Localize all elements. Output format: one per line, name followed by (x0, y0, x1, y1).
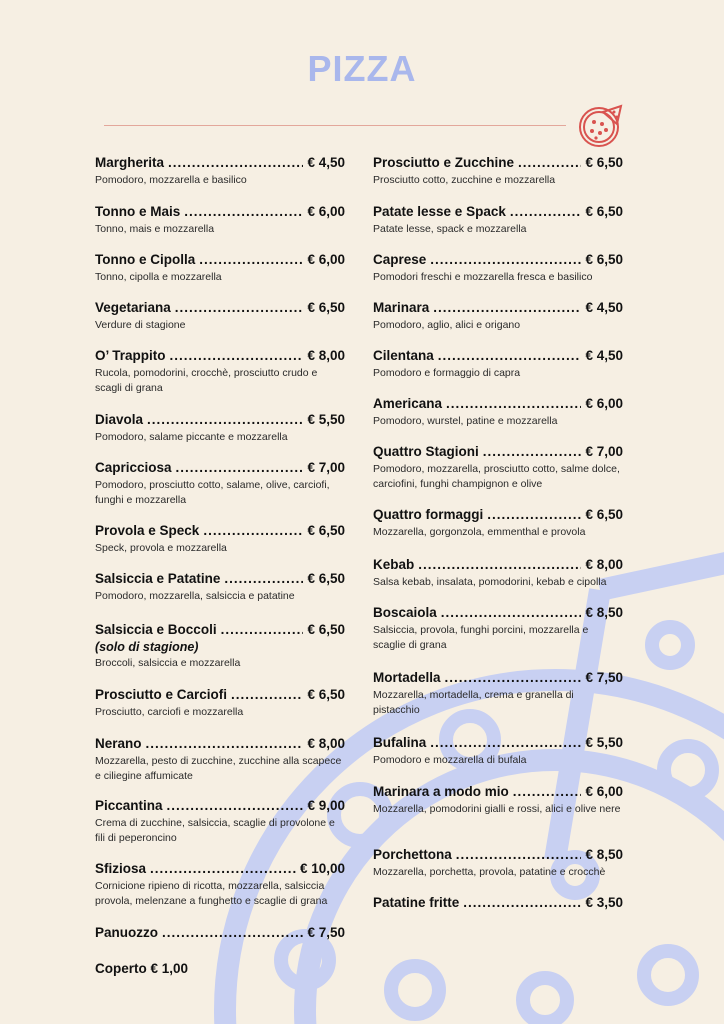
item-description: Tonno, mais e mozzarella (95, 223, 215, 235)
item-name: Americana (373, 396, 443, 411)
item-price: € 8,50 (585, 847, 623, 862)
item-name: Bufalina (373, 735, 427, 750)
menu-item (95, 459, 345, 508)
item-name: Cilentana (373, 348, 434, 363)
item-name: Salsiccia e Boccoli (95, 622, 217, 637)
menu-item (373, 347, 623, 381)
menu-item (95, 924, 345, 942)
item-name: Quattro formaggi (373, 507, 484, 522)
item-description: Prosciutto cotto, zucchine e mozzarella (373, 174, 556, 186)
page-title: PIZZA (307, 48, 417, 89)
item-name: Tonno e Mais (95, 204, 181, 219)
item-description: Mozzarella, pomodorini gialli e rossi, alici e olive nere (373, 803, 621, 815)
item-price: € 6,00 (307, 204, 345, 219)
item-name: Panuozzo (95, 925, 158, 940)
menu-item (373, 669, 623, 718)
item-price: € 6,00 (307, 252, 345, 267)
item-description: Verdure di stagione (95, 319, 186, 331)
item-price: € 7,50 (585, 670, 623, 685)
menu-item (373, 556, 623, 590)
item-name: Patate lesse e Spack (373, 204, 506, 219)
item-description: Pomodori freschi e mozzarella fresca e basilico (373, 271, 593, 283)
item-price: € 3,50 (585, 895, 623, 910)
item-description: Crema di zucchine, salsiccia, scaglie di provolone e fili di peperoncino (95, 817, 335, 844)
item-price: € 6,00 (585, 396, 623, 411)
menu-item (95, 797, 345, 846)
item-description: Patate lesse, spack e mozzarella (373, 223, 527, 235)
item-description: Mozzarella, pesto di zucchine, zucchine alla scapece e ciliegine affumicate (95, 755, 342, 782)
item-price: € 6,50 (585, 204, 623, 219)
item-name: Sfiziosa (95, 861, 147, 876)
item-name: Kebab (373, 557, 415, 572)
item-price: € 6,50 (585, 252, 623, 267)
item-description: Pomodoro, wurstel, patine e mozzarella (373, 415, 558, 427)
item-name: Prosciutto e Zucchine (373, 155, 515, 170)
item-price: € 6,50 (585, 507, 623, 522)
item-price: € 6,50 (307, 571, 345, 586)
menu-item (95, 621, 345, 671)
item-name: Tonno e Cipolla (95, 252, 196, 267)
item-price: € 8,00 (307, 736, 345, 751)
item-description: Pomodoro, mozzarella e basilico (95, 174, 247, 186)
menu-item (95, 154, 345, 188)
item-description: Salsiccia, provola, funghi porcini, mozzarella e scaglie di grana (373, 624, 589, 651)
item-description: Pomodoro, mozzarella, salsiccia e patatine (95, 590, 295, 602)
menu-item (95, 411, 345, 445)
item-name: Nerano (95, 736, 142, 751)
menu-item (95, 347, 345, 396)
item-description: Pomodoro, mozzarella, prosciutto cotto, salme dolce, carciofini, funghi champignon e olive (373, 463, 620, 490)
pizza-icon (576, 102, 624, 150)
item-description: Prosciutto, carciofi e mozzarella (95, 706, 244, 718)
item-description: Rucola, pomodorini, crocchè, prosciutto crudo e scagli di grana (95, 367, 318, 394)
item-description: Pomodoro, aglio, alici e origano (373, 319, 521, 331)
item-price: € 4,50 (585, 348, 623, 363)
menu-item (373, 395, 623, 429)
item-description: Pomodoro, salame piccante e mozzarella (95, 431, 288, 443)
item-description: Mozzarella, gorgonzola, emmenthal e provola (373, 526, 586, 538)
menu-item (373, 734, 623, 768)
item-price: € 7,50 (307, 925, 345, 940)
item-price: € 5,50 (307, 412, 345, 427)
item-name: Capricciosa (95, 460, 172, 475)
menu-item (95, 735, 345, 784)
item-name: O’ Trappito (95, 348, 166, 363)
menu-item (95, 522, 345, 556)
item-name: Salsiccia e Patatine (95, 571, 221, 586)
item-description: Pomodoro, prosciutto cotto, salame, olive, carciofi, funghi e mozzarella (95, 479, 330, 506)
item-price: € 5,50 (585, 735, 623, 750)
menu-item (373, 299, 623, 333)
menu-item (373, 154, 623, 188)
item-description: Pomodoro e formaggio di capra (373, 367, 521, 379)
item-name: Porchettona (373, 847, 452, 862)
item-price: € 4,50 (307, 155, 345, 170)
item-description: Salsa kebab, insalata, pomodorini, kebab e cipolla (373, 576, 607, 588)
menu-item (373, 443, 623, 492)
menu-item (373, 894, 623, 912)
item-price: € 10,00 (299, 861, 345, 876)
menu-item (95, 251, 345, 285)
item-name: Marinara (373, 300, 430, 315)
item-name: Caprese (373, 252, 427, 267)
item-price: € 9,00 (307, 798, 345, 813)
item-price: € 8,00 (307, 348, 345, 363)
item-name: Vegetariana (95, 300, 171, 315)
menu-item (373, 251, 623, 285)
item-name: Margherita (95, 155, 165, 170)
item-name: Diavola (95, 412, 144, 427)
menu-item (373, 604, 623, 653)
title-divider (104, 125, 566, 126)
item-name: Marinara a modo mio (373, 784, 509, 799)
item-description: Cornicione ripieno di ricotta, mozzarella, salsiccia provola, melenzane a funghetto e scaglie di grana (95, 880, 328, 907)
item-price: € 6,50 (307, 523, 345, 538)
menu-item (373, 783, 623, 817)
item-description: Tonno, cipolla e mozzarella (95, 271, 222, 283)
item-price: € 4,50 (585, 300, 623, 315)
item-name: Quattro Stagioni (373, 444, 479, 459)
item-description: Mozzarella, mortadella, crema e granella di pistacchio (373, 689, 574, 716)
item-price: € 7,00 (585, 444, 623, 459)
item-price: € 7,00 (307, 460, 345, 475)
coperto-charge: Coperto € 1,00 (95, 961, 189, 976)
item-description: Speck, provola e mozzarella (95, 542, 227, 554)
item-price: € 6,00 (585, 784, 623, 799)
item-price: € 8,50 (585, 605, 623, 620)
item-name: Prosciutto e Carciofi (95, 687, 228, 702)
item-price: € 6,50 (585, 155, 623, 170)
item-price: € 6,50 (307, 687, 345, 702)
item-name: Mortadella (373, 670, 441, 685)
item-name: Piccantina (95, 798, 163, 813)
menu-item (373, 506, 623, 540)
menu-item (373, 203, 623, 237)
item-name: Patatine fritte (373, 895, 460, 910)
item-description: Broccoli, salsiccia e mozzarella (95, 657, 241, 669)
item-description: Pomodoro e mozzarella di bufala (373, 754, 527, 766)
item-price: € 6,50 (307, 300, 345, 315)
menu-item (373, 846, 623, 880)
menu-item (95, 203, 345, 237)
item-name: Provola e Speck (95, 523, 200, 538)
item-price: € 6,50 (307, 622, 345, 637)
item-description: Mozzarella, porchetta, provola, patatine e crocchè (373, 866, 606, 878)
menu-item (95, 860, 345, 909)
item-note: (solo di stagione) (95, 640, 199, 654)
menu-item (95, 570, 345, 604)
menu-item (95, 686, 345, 720)
menu-item (95, 299, 345, 333)
item-name: Boscaiola (373, 605, 437, 620)
item-price: € 8,00 (585, 557, 623, 572)
